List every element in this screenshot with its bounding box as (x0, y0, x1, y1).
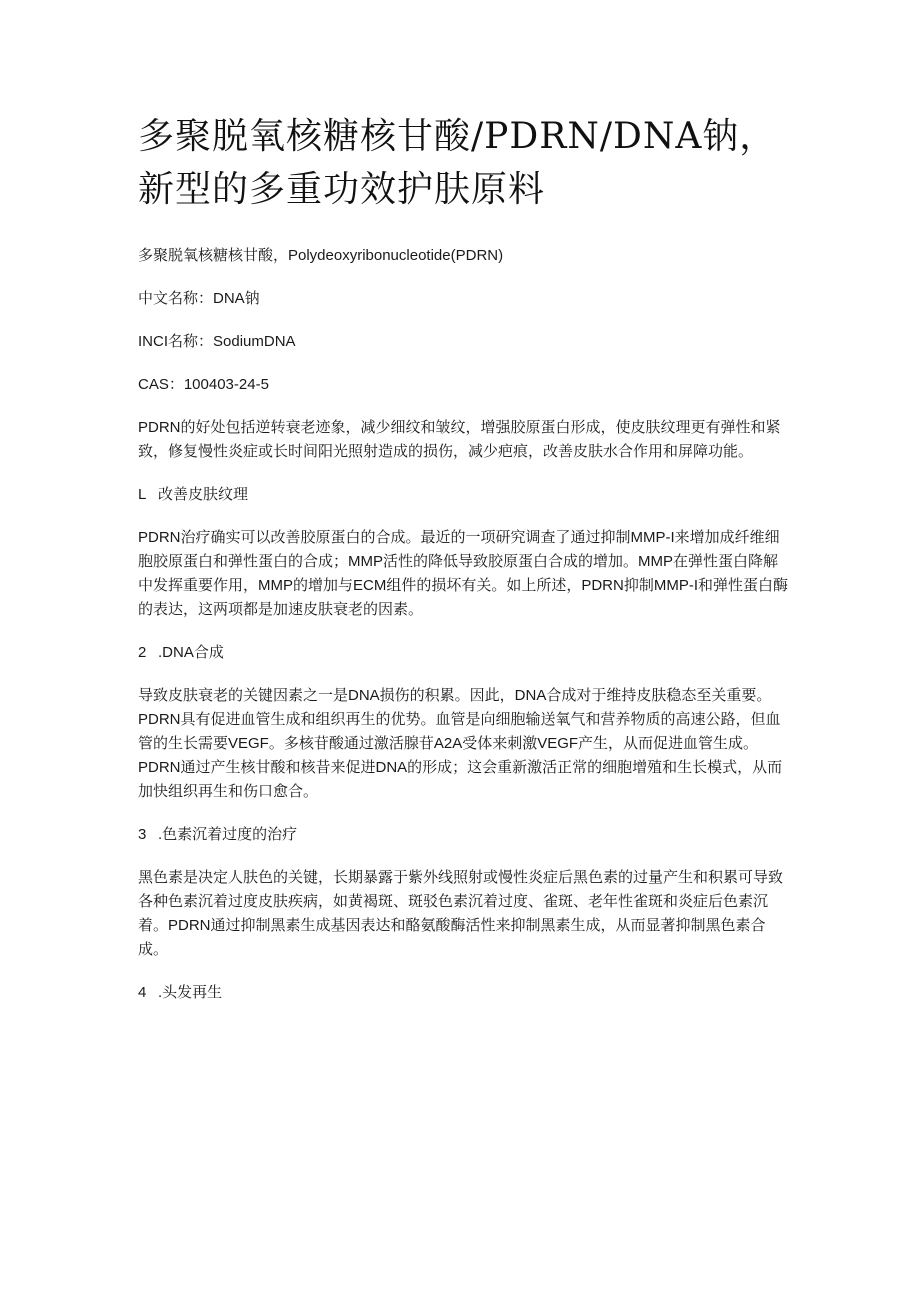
section-number: L (138, 486, 147, 503)
inci-name-line: INCI名称：SodiumDNA (138, 333, 296, 350)
section-number: 4 (138, 984, 147, 1001)
section-heading-1 (138, 483, 788, 507)
section-title: 改善皮肤纹理 (158, 486, 249, 503)
section-heading-2 (138, 641, 788, 665)
section-title: .DNA合成 (158, 644, 224, 661)
section-title: .头发再生 (158, 984, 223, 1001)
section-heading-4 (138, 981, 788, 1005)
section-number: 2 (138, 644, 147, 661)
intro-line: 多聚脱氧核糖核甘酸，Polydeoxyribonucleotide(PDRN) (138, 247, 504, 264)
benefits-paragraph: PDRN的好处包括逆转衰老迹象，减少细纹和皱纹，增强胶原蛋白形成，使皮肤纹理更有弹性和紧致，修复慢性炎症或长时间阳光照射造成的损伤，减少疤痕，改善皮肤水合作用和屏障功能。 (138, 419, 781, 460)
document-title: 多聚脱氧核糖核甘酸/PDRN/DNA钠，新型的多重功效护肤原料 (138, 116, 777, 210)
section-body-2: 导致皮肤衰老的关键因素之一是DNA损伤的积累。因此，DNA合成对于维持皮肤稳态至关重要。PDRN具有促进血管生成和组织再生的优势。血管是向细胞输送氧气和营养物质的高速公路，但血管的生长需要VEGF。多核苷酸通过激活腺苷A2A受体来刺激VEGF产生，从而促进血管生成。PDRN通过产生核甘酸和核昔来促进DNA的形成；这会重新激活正常的细胞增殖和生长模式，从而加快组织再生和伤口愈合。 (138, 687, 783, 800)
cas-line: CAS：100403-24-5 (138, 376, 269, 393)
section-heading-3 (138, 823, 788, 847)
section-title: .色素沉着过度的治疗 (158, 826, 298, 843)
chinese-name-line: 中文名称：DNA钠 (138, 290, 260, 307)
section-body-1: PDRN治疗确实可以改善胶原蛋白的合成。最近的一项研究调查了通过抑制MMP-I来增加成纤维细胞胶原蛋白和弹性蛋白的合成；MMP活性的降低导致胶原蛋白合成的增加。MMP在弹性蛋白降解中发挥重要作用，MMP的增加与ECM组件的损坏有关。如上所述，PDRN抑制MMP-I和弹性蛋白酶的表达，这两项都是加速皮肤衰老的因素。 (138, 529, 788, 618)
document-page (138, 110, 788, 1024)
section-body-3: 黑色素是决定人肤色的关键，长期暴露于紫外线照射或慢性炎症后黑色素的过量产生和积累可导致各种色素沉着过度皮肤疾病，如黄褐斑、斑驳色素沉着过度、雀斑、老年性雀斑和炎症后色素沉着。PDRN通过抑制黑素生成基因表达和酪氨酸酶活性来抑制黑素生成，从而显著抑制黑色素合成。 (138, 869, 784, 958)
section-number: 3 (138, 826, 147, 843)
